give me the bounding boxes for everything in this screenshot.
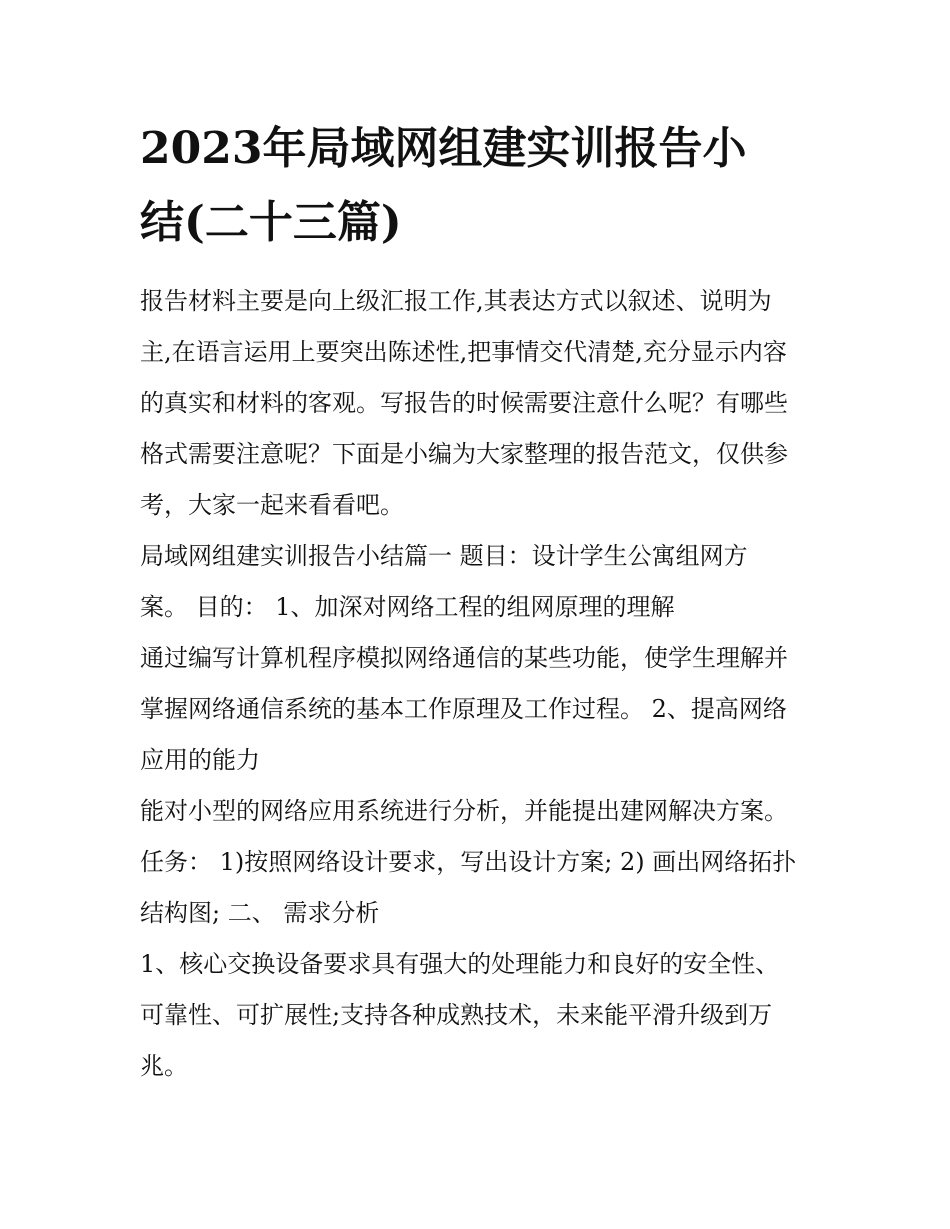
text-line: 可靠性、可扩展性;支持各种成熟技术，未来能平滑升级到万: [140, 1001, 773, 1029]
document-page: [140, 112, 820, 1092]
text-line: 应用的能力: [140, 746, 260, 774]
section-paragraph: [140, 531, 820, 633]
text-line: 任务： 1)按照网络设计要求，写出设计方案; 2) 画出网络拓扑: [140, 848, 797, 876]
text-line: 通过编写计算机程序模拟网络通信的某些功能，使学生理解并: [140, 644, 788, 672]
text-line: 考，大家一起来看看吧。: [140, 491, 404, 519]
text-line: 案。 目的： 1、加深对网络工程的组网原理的理解: [140, 593, 675, 621]
body-paragraph: [140, 633, 820, 786]
body-paragraph: [140, 939, 820, 1092]
title-line: 结(二十三篇): [140, 197, 402, 248]
text-line: 主,在语言运用上要突出陈述性,把事情交代清楚,充分显示内容: [140, 338, 787, 366]
text-line: 的真实和材料的客观。写报告的时候需要注意什么呢？有哪些: [140, 389, 788, 417]
title-line: 2023年局域网组建实训报告小: [140, 123, 747, 174]
text-line: 1、核心交换设备要求具有强大的处理能力和良好的安全性、: [140, 950, 780, 978]
intro-paragraph: [140, 276, 820, 531]
text-line: 局域网组建实训报告小结篇一 题目：设计学生公寓组网方: [140, 542, 748, 570]
text-line: 报告材料主要是向上级汇报工作,其表达方式以叙述、说明为: [140, 287, 772, 315]
text-line: 兆。: [140, 1052, 188, 1080]
body-paragraph: [140, 786, 820, 939]
text-line: 结构图; 二、 需求分析: [140, 899, 380, 927]
text-line: 能对小型的网络应用系统进行分析，并能提出建网解决方案。: [140, 797, 788, 825]
text-line: 掌握网络通信系统的基本工作原理及工作过程。 2、提高网络: [140, 695, 787, 723]
document-title: [140, 112, 820, 260]
text-line: 格式需要注意呢？下面是小编为大家整理的报告范文，仅供参: [140, 440, 788, 468]
